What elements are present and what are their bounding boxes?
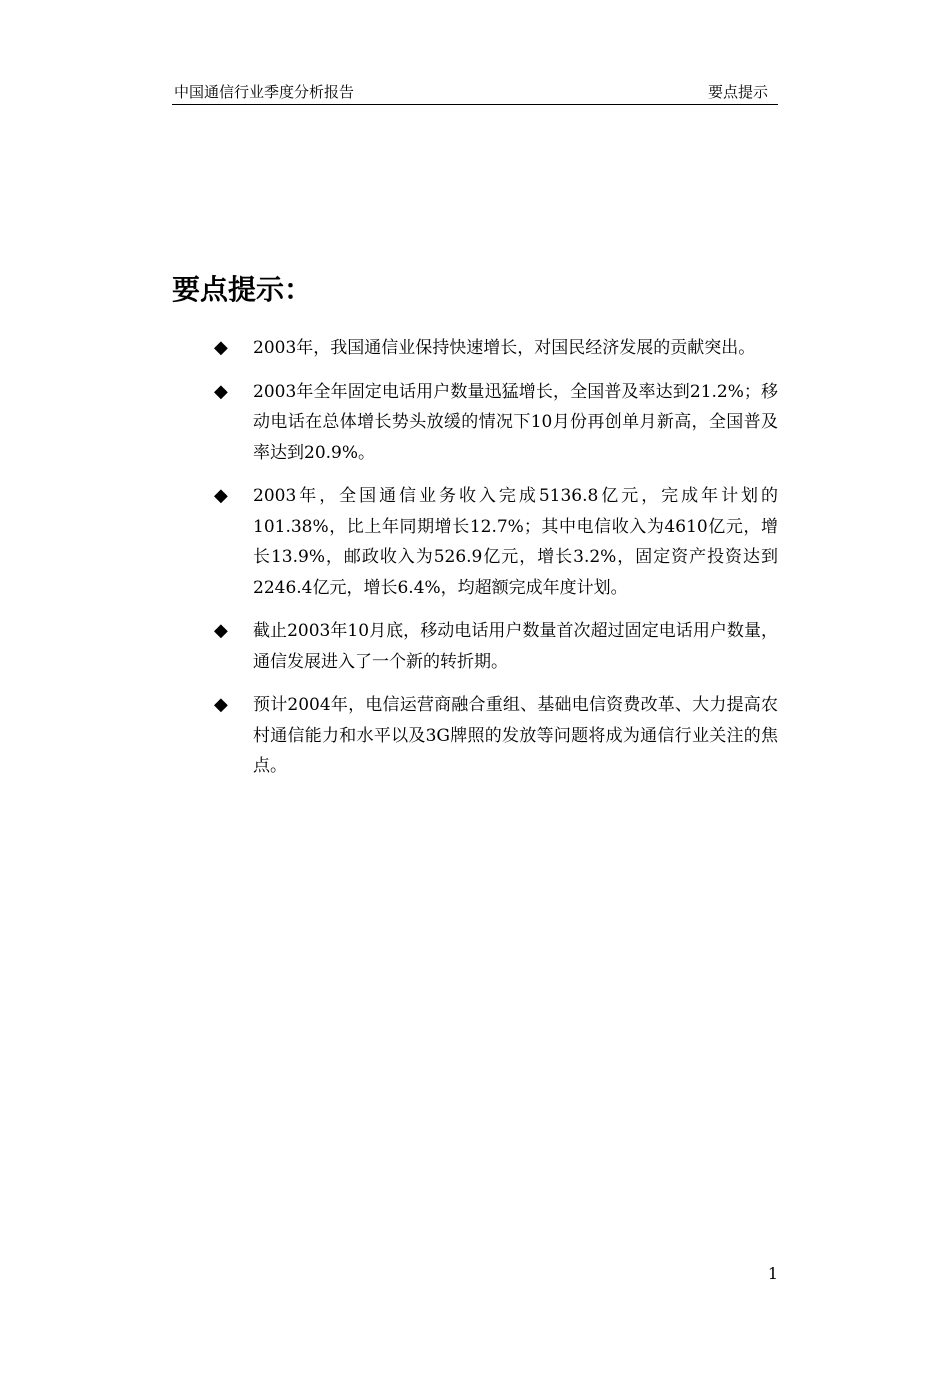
header-report-title: 中国通信行业季度分析报告 <box>174 83 355 101</box>
diamond-bullet-icon: ◆ <box>214 620 228 641</box>
point-text: 预计2004年，电信运营商融合重组、基础电信资费改革、大力提高农村通信能力和水平以及3G牌照的发放等问题将成为通信行业关注的焦点。 <box>253 695 778 776</box>
list-item <box>172 333 778 364</box>
header-section-name: 要点提示 <box>707 83 768 101</box>
key-points-list <box>172 333 778 795</box>
diamond-bullet-icon: ◆ <box>214 337 228 358</box>
list-item <box>172 690 778 782</box>
point-text: 2003年，我国通信业保持快速增长，对国民经济发展的贡献突出。 <box>253 338 756 358</box>
diamond-bullet-icon: ◆ <box>214 694 228 715</box>
list-item <box>172 616 778 677</box>
list-item <box>172 377 778 469</box>
diamond-bullet-icon: ◆ <box>214 380 228 402</box>
list-item <box>172 481 778 603</box>
point-text: 2003年，全国通信业务收入完成5136.8亿元，完成年计划的101.38%，比上年同期增长12.7%；其中电信收入为4610亿元，增长13.9%，邮政收入为526.9亿元，增长3.2%，固定资产投资达到2246.4亿元，增长6.4%，均超额完成年度计划。 <box>253 486 778 598</box>
section-title: 要点提示： <box>172 273 313 306</box>
point-text: 2003年全年固定电话用户数量迅猛增长，全国普及率达到21.2%；移动电话在总体增长势头放缓的情况下10月份再创单月新高，全国普及率达到20.9%。 <box>253 381 778 463</box>
page-number: 1 <box>767 1264 778 1283</box>
page-header <box>172 80 778 105</box>
point-text: 截止2003年10月底，移动电话用户数量首次超过固定电话用户数量，通信发展进入了一个新的转折期。 <box>253 621 778 672</box>
diamond-bullet-icon: ◆ <box>214 485 228 506</box>
